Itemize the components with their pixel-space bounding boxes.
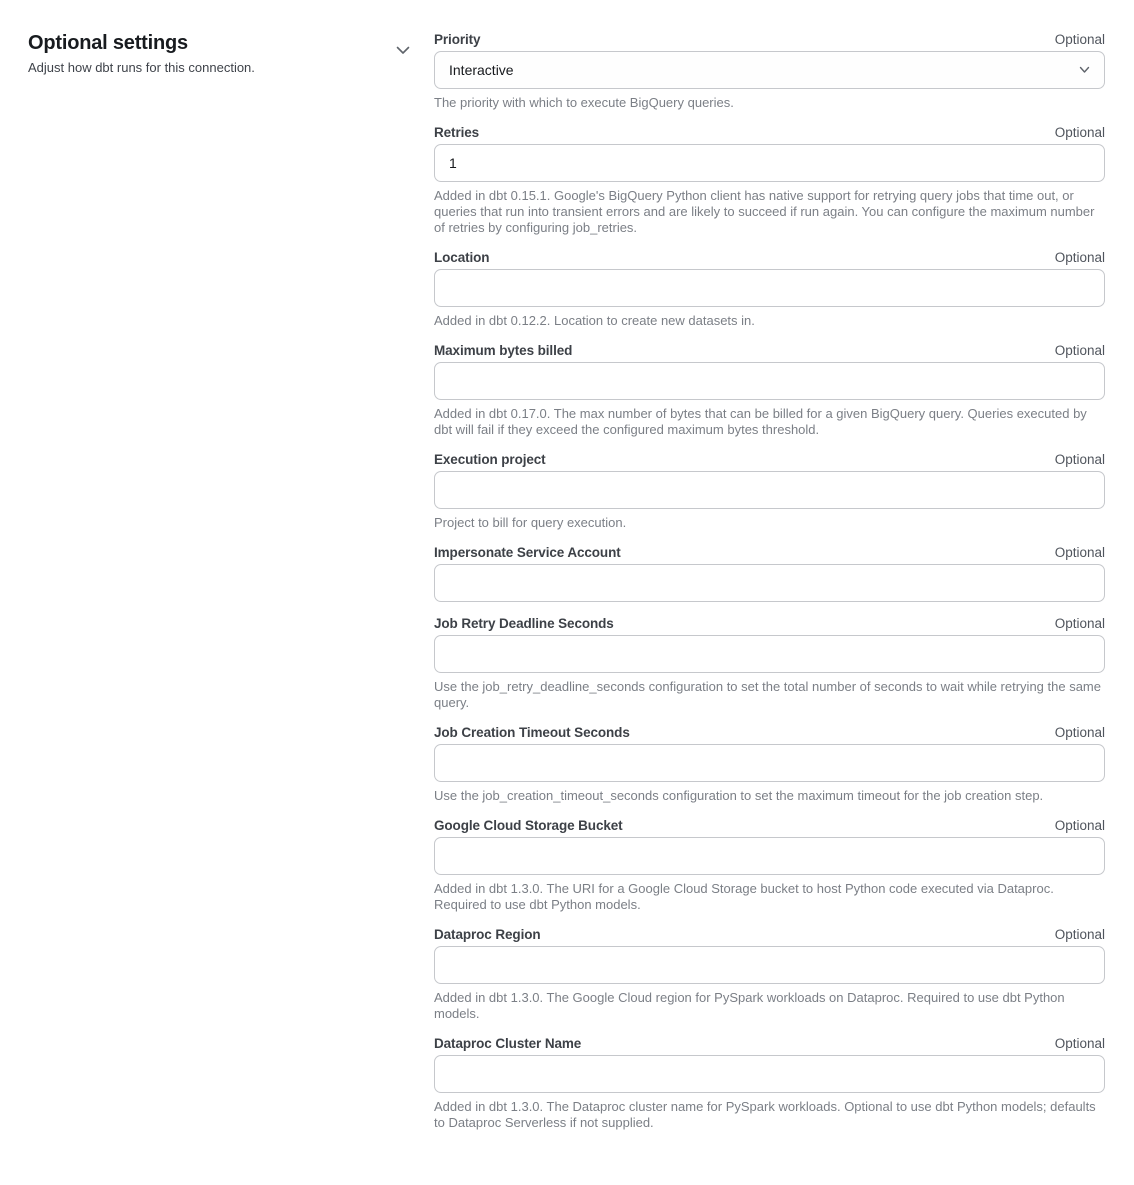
priority-select[interactable] [434,51,1105,89]
field-head [434,818,1105,833]
section-title: Optional settings [28,32,188,54]
field-head [434,343,1105,358]
field-help: Added in dbt 0.12.2. Location to create new datasets in. [434,313,755,328]
job-creation-timeout-seconds-input[interactable] [434,744,1105,782]
section-collapse-button[interactable] [394,44,412,57]
chevron-down-icon [396,43,410,58]
field-head [434,125,1105,140]
optional-badge: Optional [1054,250,1105,265]
retries-input[interactable] [434,144,1105,182]
field-head [434,725,1105,740]
field-job-retry-deadline-seconds [434,616,1105,711]
optional-badge: Optional [1054,725,1105,740]
field-head [434,452,1105,467]
field-priority [434,32,1105,111]
field-google-cloud-storage-bucket [434,818,1105,913]
field-head [434,545,1105,560]
settings-form [434,30,1105,1145]
field-label: Dataproc Region [434,927,541,942]
section-header-text [28,32,255,76]
field-impersonate-service-account [434,545,1105,602]
field-head [434,927,1105,942]
field-help: Added in dbt 1.3.0. The Dataproc cluster name for PySpark workloads. Optional to use dbt Python models; defaults to Dataproc Serverless if not supplied. [434,1099,1096,1130]
field-label: Execution project [434,452,546,467]
field-help: Use the job_retry_deadline_seconds configuration to set the total number of seconds to wait while retrying the same query. [434,679,1101,710]
field-label: Google Cloud Storage Bucket [434,818,623,833]
google-cloud-storage-bucket-input[interactable] [434,837,1105,875]
section-subtitle: Adjust how dbt runs for this connection. [28,60,255,75]
maximum-bytes-billed-input[interactable] [434,362,1105,400]
field-label: Retries [434,125,480,140]
field-help: Added in dbt 1.3.0. The URI for a Google Cloud Storage bucket to host Python code executed via Dataproc. Required to use dbt Python models. [434,881,1054,912]
priority-select-value: Interactive [449,62,514,78]
field-label: Location [434,250,490,265]
field-head [434,1036,1105,1051]
field-label: Priority [434,32,481,47]
field-execution-project [434,452,1105,531]
field-help: The priority with which to execute BigQuery queries. [434,95,734,110]
field-label: Job Retry Deadline Seconds [434,616,614,631]
field-help: Added in dbt 0.15.1. Google's BigQuery Python client has native support for retrying query jobs that time out, or queries that run into transient errors and are likely to succeed if run again. You can configure the maximum number of retries by configuring job_retries. [434,188,1095,235]
field-dataproc-cluster-name [434,1036,1105,1131]
field-head [434,250,1105,265]
field-help: Project to bill for query execution. [434,515,627,530]
field-label: Job Creation Timeout Seconds [434,725,630,740]
field-location [434,250,1105,329]
field-head [434,616,1105,631]
optional-badge: Optional [1054,452,1105,467]
field-dataproc-region [434,927,1105,1022]
impersonate-service-account-input[interactable] [434,564,1105,602]
job-retry-deadline-seconds-input[interactable] [434,635,1105,673]
optional-badge: Optional [1054,343,1105,358]
execution-project-input[interactable] [434,471,1105,509]
field-help: Added in dbt 0.17.0. The max number of bytes that can be billed for a given BigQuery query. Queries executed by dbt will fail if they exceed the configured maximum bytes threshold. [434,406,1087,437]
chevron-down-icon [1079,66,1090,74]
field-job-creation-timeout-seconds [434,725,1105,804]
dataproc-cluster-name-input[interactable] [434,1055,1105,1093]
field-help: Use the job_creation_timeout_seconds configuration to set the maximum timeout for the job creation step. [434,788,1044,803]
field-head [434,32,1105,47]
field-retries [434,125,1105,236]
field-label: Maximum bytes billed [434,343,573,358]
optional-badge: Optional [1054,616,1105,631]
optional-badge: Optional [1054,1036,1105,1051]
section-header [28,30,412,76]
optional-badge: Optional [1054,927,1105,942]
dataproc-region-input[interactable] [434,946,1105,984]
location-input[interactable] [434,269,1105,307]
field-label: Impersonate Service Account [434,545,621,560]
optional-badge: Optional [1054,818,1105,833]
optional-badge: Optional [1054,545,1105,560]
field-label: Dataproc Cluster Name [434,1036,582,1051]
field-help: Added in dbt 1.3.0. The Google Cloud region for PySpark workloads on Dataproc. Required to use dbt Python models. [434,990,1065,1021]
field-maximum-bytes-billed [434,343,1105,438]
optional-badge: Optional [1054,125,1105,140]
optional-badge: Optional [1054,32,1105,47]
